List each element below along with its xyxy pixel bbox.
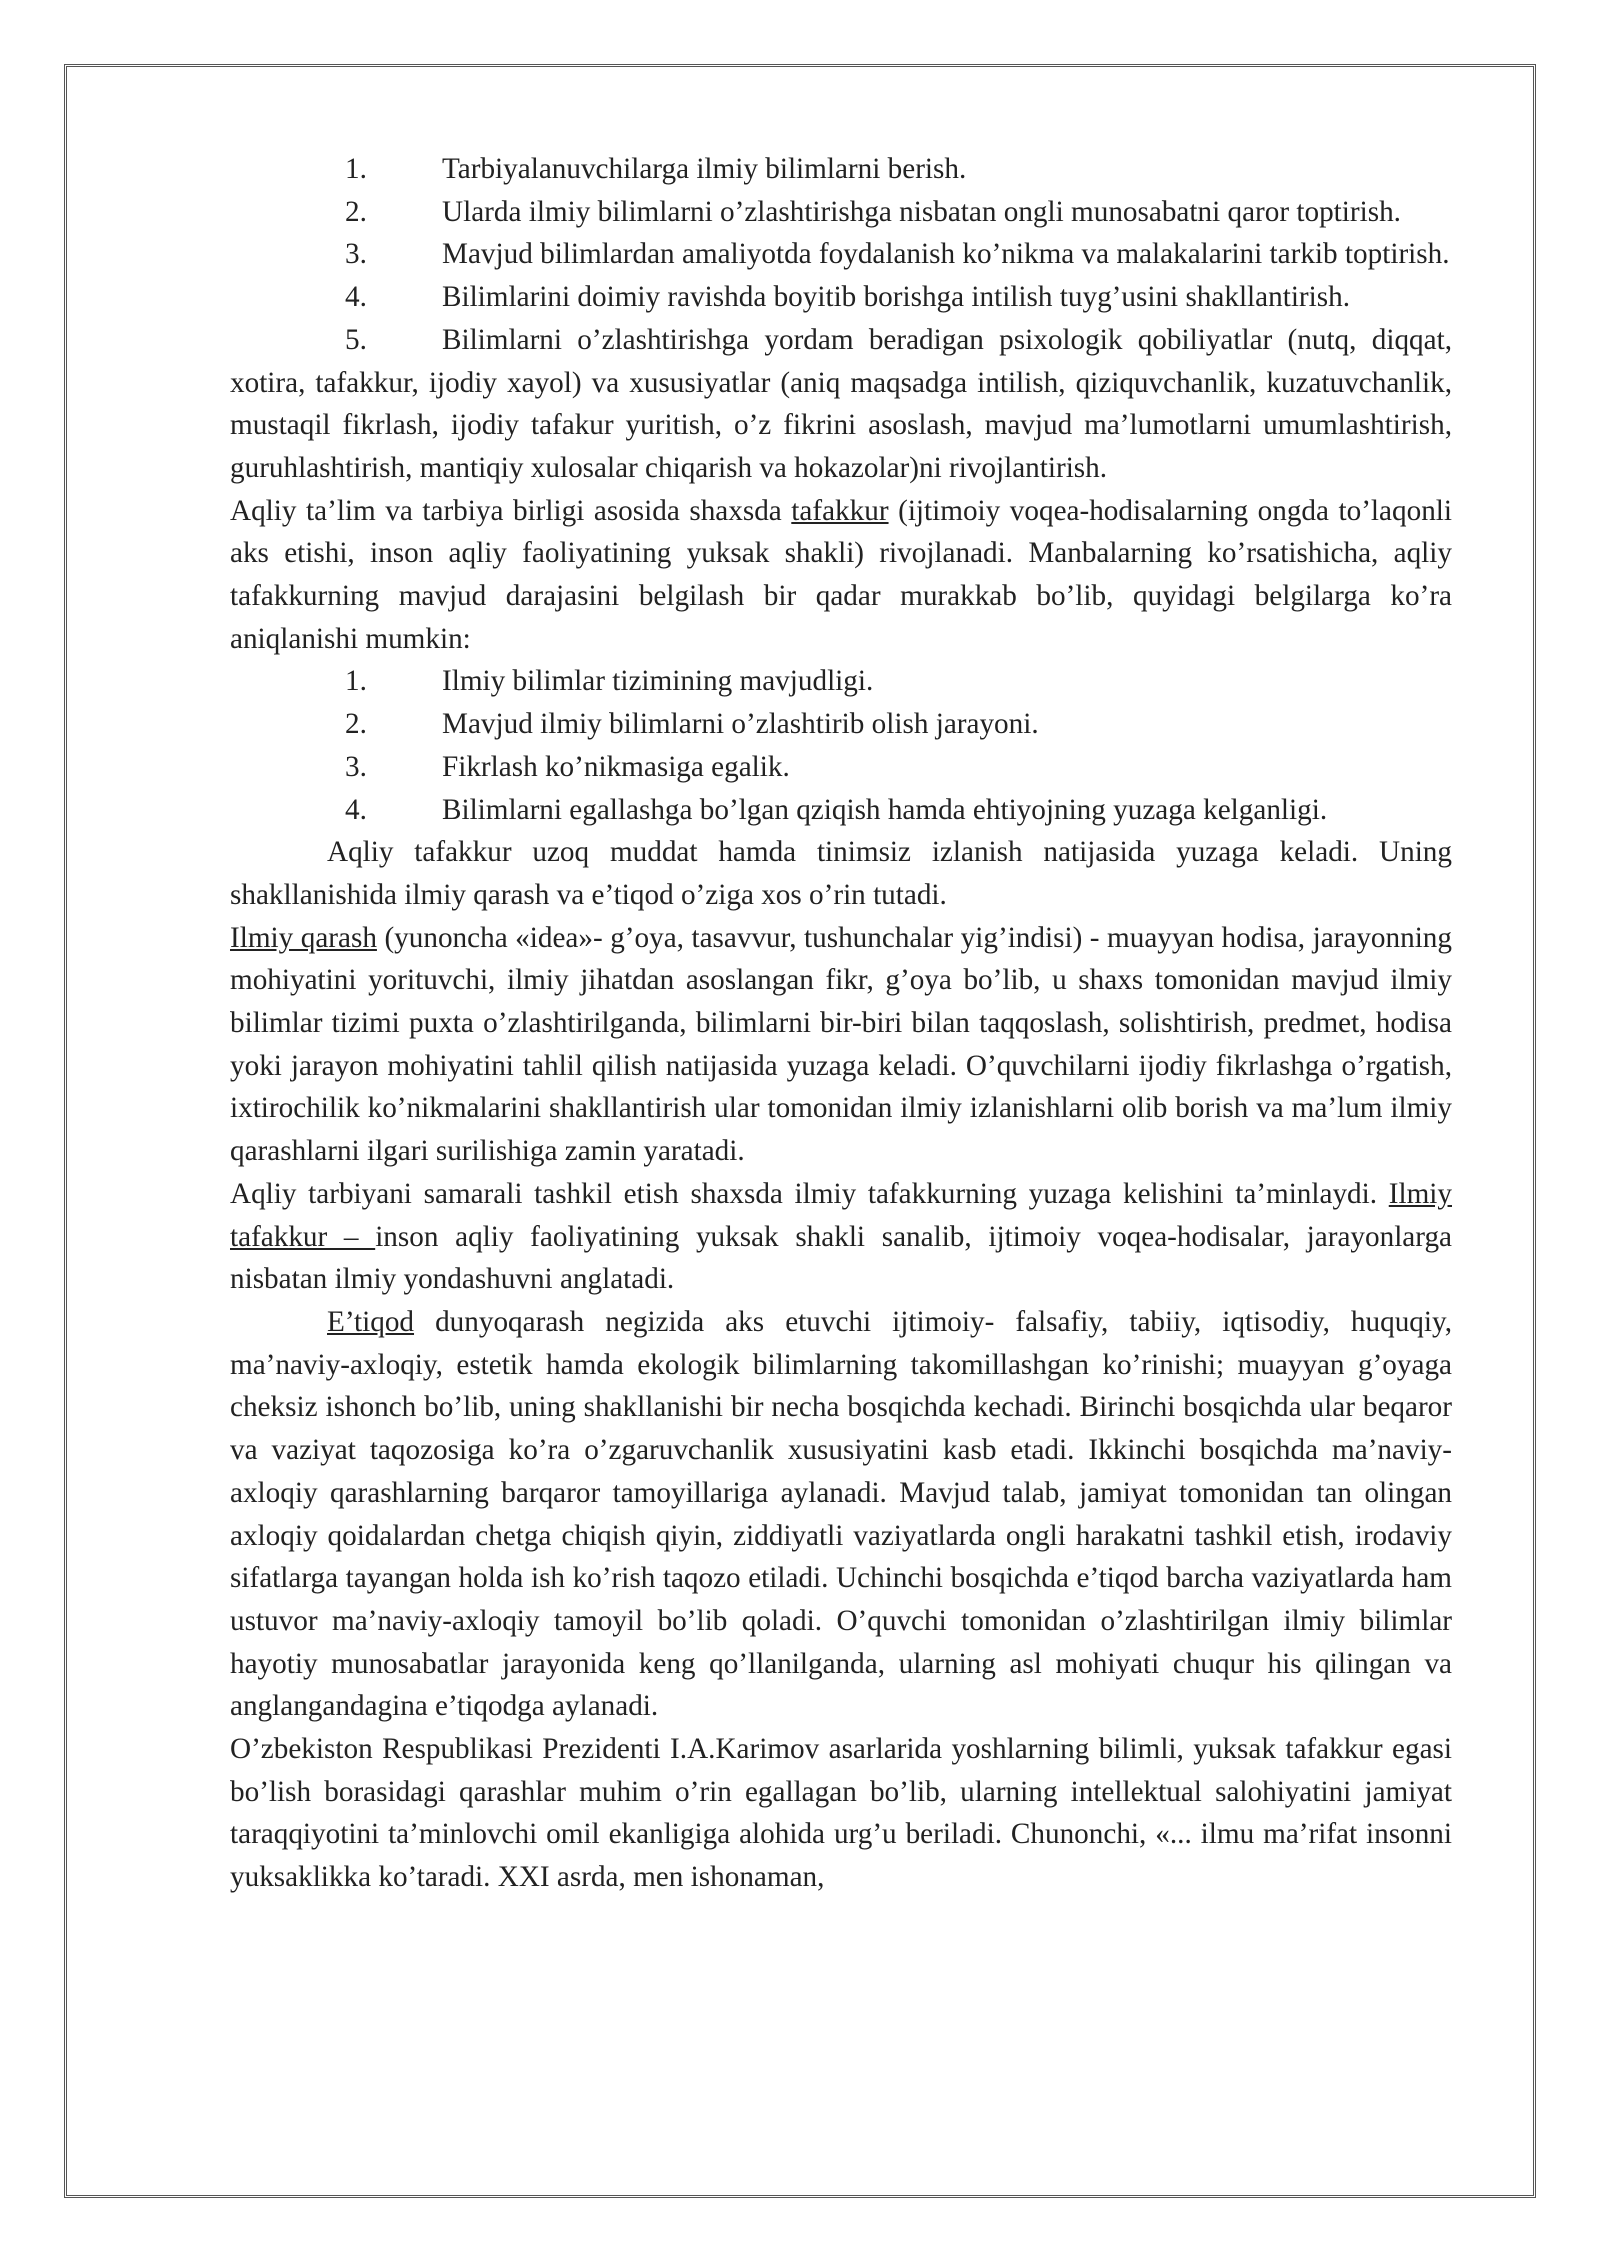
list-number: 2. [345, 195, 367, 228]
list-item [230, 276, 1452, 319]
list-item [230, 233, 1452, 276]
list-number: 1. [345, 153, 367, 185]
list-number: 4. [345, 281, 367, 314]
list-number: 4. [345, 793, 367, 826]
paragraph-text: (yunoncha «idea»- g’oya, tasavvur, tushunchalar yig’indisi) - muayyan hodisa, jarayonning mohiyatini yorituvchi, ilmiy jihatdan asoslangan fikr, g’oya bo’lib, u shaxs tomonidan mavjud ilmiy bilimlar tizimi puxta o’zlashtirilganda, bilimlarni bir-biri bilan taqqoslash, solishtirish, predmet, hodisa yoki jarayon mohiyatini tahlil qilish natijasida yuzaga keladi. O’quvchilarni ijodiy fikrlashga o’rgatish, ixtirochilik ko’nikmalarini shakllantirish ular tomonidan ilmiy izlanishlarni olib borish va ma’lum ilmiy qarashlarni ilgari surilishiga zamin yaratadi. [230, 921, 1452, 1168]
list-item-text: Ilmiy bilimlar tizimining mavjudligi. [442, 665, 874, 698]
list-item-text: Mavjud ilmiy bilimlarni o’zlashtirib olish jarayoni. [442, 708, 1039, 741]
term-tafakkur: tafakkur [791, 494, 889, 527]
paragraph-text: Aqliy ta’lim va tarbiya birligi asosida shaxsda [230, 494, 792, 527]
paragraph-tarbiya [230, 1173, 1452, 1301]
paragraph-text: Aqliy tarbiyani samarali tashkil etish shaxsda ilmiy tafakkurning yuzaga kelishini ta’minlaydi. [230, 1177, 1389, 1210]
list-number: 3. [345, 750, 367, 783]
paragraph-text: dunyoqarash negizida aks etuvchi ijtimoiy- falsafiy, tabiiy, iqtisodiy, huquqiy, ma’naviy-axloqiy, estetik hamda ekologik bilimlarning takomillashgan ko’rinishi; muayyan g’oyaga cheksiz ishonch bo’lib, uning shakllanishi bir necha bosqichda kechadi. Birinchi bosqichda ular beqaror va vaziyat taqozosiga ko’ra o’zgaruvchanlik xususiyatini kasb etadi. Ikkinchi bosqichda ma’naviy-axloqiy qarashlarning barqaror tamoyillariga aylanadi. Mavjud talab, jamiyat tomonidan tan olingan axloqiy qoidalardan chetga chiqish qiyin, ziddiyatli vaziyatlarda ongli harakatni tashkil etish, irodaviy sifatlarga tayangan holda ish ko’rish taqozo etiladi. Uchinchi bosqichda e’tiqod barcha vaziyatlarda ham ustuvor ma’naviy-axloqiy tamoyil bo’lib qoladi. O’quvchi tomonidan o’zlashtirilgan ilmiy bilimlar hayotiy munosabatlar jarayonida keng qo’llanilganda, ularning asl mohiyati chuqur his qilingan va anglangandagina e’tiqodga aylanadi. [230, 1305, 1452, 1723]
document-body [230, 148, 1452, 1899]
paragraph-text: inson aqliy faoliyatining yuksak shakli sanalib, ijtimoiy voqea-hodisalar, jarayonlarga nisbatan ilmiy yondashuvni anglatadi. [230, 1220, 1452, 1296]
list-item [230, 746, 1452, 789]
list-number: 1. [345, 665, 367, 698]
term-etiqod: E’tiqod [327, 1305, 415, 1338]
list-item [230, 789, 1452, 832]
term-ilmiy-tafakkur: Ilmiy tafakkur – [230, 1177, 1452, 1253]
term-ilmiy-qarash: Ilmiy qarash [230, 921, 377, 954]
list-item [230, 703, 1452, 746]
paragraph-ilmiy-qarash [230, 917, 1452, 1173]
paragraph-text: (ijtimoiy voqea-hodisalarning ongda to’laqonli aks etishi, inson aqliy faoliyatining yuksak shakli) rivojlanadi. Manbalarning ko’rsatishicha, aqliy tafakkurning mavjud darajasini belgilash bir qadar murakkab bo’lib, quyidagi belgilarga ko’ra aniqlanishi mumkin: [230, 494, 1453, 655]
list-item-text: Ularda ilmiy bilimlarni o’zlashtirishga nisbatan ongli munosabatni qaror toptirish. [442, 195, 1401, 228]
list-item-text: Bilimlarni egallashga bo’lgan qziqish hamda ehtiyojning yuzaga kelganligi. [442, 793, 1328, 826]
list-number: 2. [345, 708, 367, 741]
list-item [230, 319, 1452, 490]
list-item-text: Tarbiyalanuvchilarga ilmiy bilimlarni berish. [442, 153, 967, 185]
list-item-text: Bilimlarni o’zlashtirishga yordam beradigan psixologik qobiliyatlar (nutq, diqqat, xotira, tafakkur, ijodiy xayol) va xususiyatlar (aniq maqsadga intilish, qiziquvchanlik, kuzatuvchanlik, mustaqil fikrlash, ijodiy tafakur yuritish, o’z fikrini asoslash, mavjud ma’lumotlarni umumlashtirish, guruhlashtirish, mantiqiy xulosalar chiqarish va hokazolar)ni rivojlantirish. [230, 323, 1452, 484]
paragraph-prezident: O’zbekiston Respublikasi Prezidenti I.A.Karimov asarlarida yoshlarning bilimli, yuksak tafakkur egasi bo’lish borasidagi qarashlar muhim o’rin egallagan bo’lib, ularning intellektual salohiyatini jamiyat taraqqiyotini ta’minlovchi omil ekanligiga alohida urg’u beriladi. Chunonchi, «... ilmu ma’rifat insonni yuksaklikka ko’taradi. XXI asrda, men ishonaman, [230, 1733, 1452, 1894]
paragraph-etiqod [230, 1301, 1452, 1728]
list-item [230, 148, 1452, 191]
list-item [230, 660, 1452, 703]
list-item-text: Fikrlash ko’nikmasiga egalik. [442, 750, 790, 783]
paragraph-tafakkur [230, 490, 1452, 661]
list-number: 5. [345, 323, 367, 356]
list-number: 3. [345, 238, 367, 271]
list-item-text: Bilimlarini doimiy ravishda boyitib borishga intilish tuyg’usini shakllantirish. [442, 281, 1351, 314]
list-item-text: Mavjud bilimlardan amaliyotda foydalanish ko’nikma va malakalarini tarkib toptirish. [442, 238, 1450, 271]
list-item [230, 191, 1452, 234]
paragraph-aqliy: Aqliy tafakkur uzoq muddat hamda tinimsiz izlanish natijasida yuzaga keladi. Uning shakllanishida ilmiy qarash va e’tiqod o’ziga xos o’rin tutadi. [230, 836, 1452, 911]
